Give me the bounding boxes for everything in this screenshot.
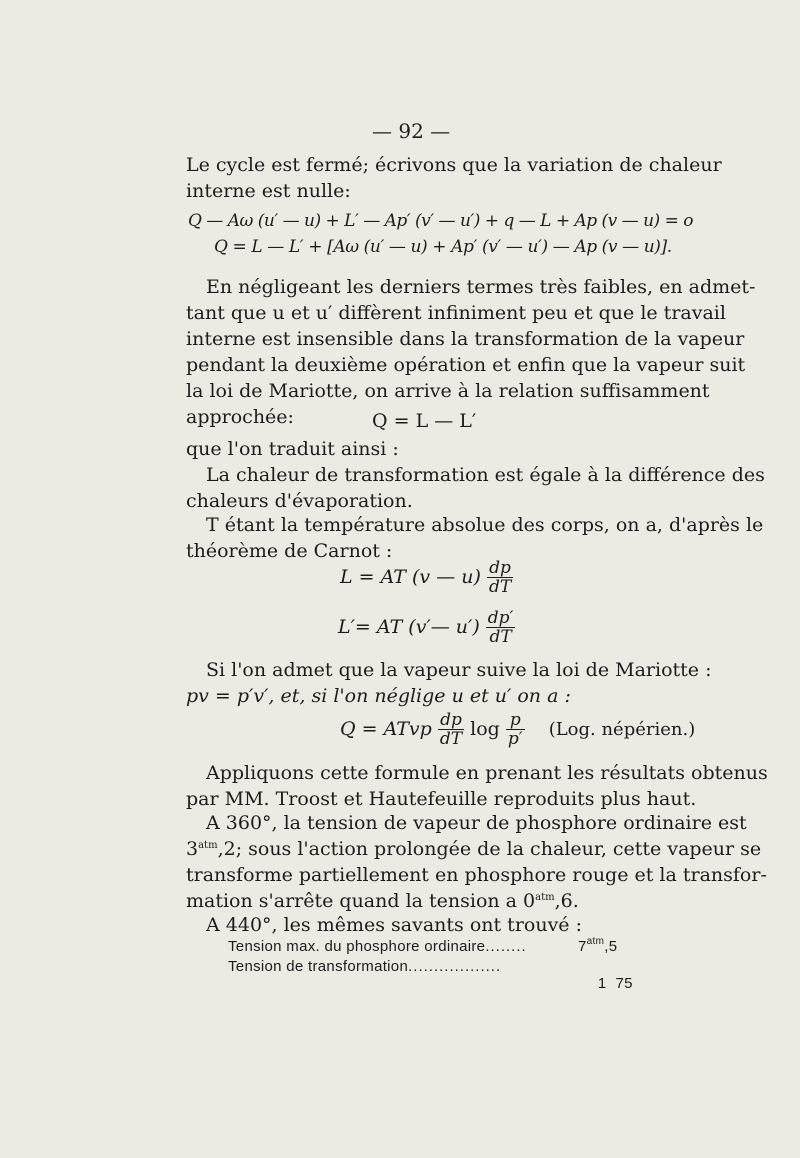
tension-unit-a: atm (198, 840, 218, 851)
table-value-unit: atm (586, 936, 605, 947)
paragraph-9: A 440°, les mêmes savants ont trouvé : (206, 914, 582, 936)
paragraph-7-line-2: par MM. Troost et Hautefeuille reproduits plus haut. (186, 788, 697, 810)
equation-6-log: log (470, 718, 500, 740)
paragraph-5-line-2: théorème de Carnot : (186, 540, 393, 562)
equation-6-numerator-2: p (509, 710, 521, 730)
paragraph-5-line-1: T étant la température absolue des corps, on a, d'après le (206, 514, 764, 536)
paragraph-2-line-6: approchée: (186, 406, 294, 428)
table-row-label: Tension de transformation (228, 958, 409, 975)
tension-value-a: 3 (186, 838, 199, 860)
tension-value-b: ,6. (554, 890, 579, 912)
table-row-leader: ........ (485, 938, 527, 955)
equation-5-numerator: dp′ (487, 608, 514, 628)
paragraph-3: que l'on traduit ainsi : (186, 438, 399, 460)
equation-6-lhs: Q = ATvp (340, 718, 432, 740)
paragraph-8-line-3: transforme partiellement en phosphore rouge et la transfor- (186, 864, 767, 886)
table-row (228, 938, 527, 955)
paragraph-1-line-1: Le cycle est fermé; écrivons que la variation de chaleur (186, 154, 722, 176)
equation-2: Q = L — L′ + [Aω (u′ — u) + Ap′ (v′ — u′) — Ap (v — u)]. (214, 237, 672, 257)
equation-4-lhs: L = AT (v — u) (340, 566, 481, 588)
equation-4-denominator: dT (488, 577, 512, 597)
paragraph-2-line-1: En négligeant les derniers termes très faibles, en admet- (206, 276, 756, 298)
equation-4 (340, 560, 513, 596)
table-row (228, 958, 501, 975)
paragraph-2-line-3: interne est insensible dans la transformation de la vapeur (186, 328, 745, 350)
paragraph-1-line-2: interne est nulle: (186, 180, 351, 202)
equation-5-lhs: L′= AT (v′— u′) (338, 616, 480, 638)
equation-6-numerator-1: dp (440, 710, 462, 730)
table-row-leader: .................. (408, 958, 502, 975)
table-value-dec: 75 (606, 975, 633, 992)
paragraph-2-line-5: la loi de Mariotte, on arrive à la relation suffisamment (186, 380, 710, 402)
paragraph-8-line-1: A 360°, la tension de vapeur de phosphore ordinaire est (206, 812, 747, 834)
equation-3: Q = L — L′ (372, 410, 477, 432)
equation-5-denominator: dT (486, 627, 516, 646)
page-number: — 92 — (372, 119, 451, 143)
equation-4-fraction (487, 560, 513, 596)
equation-6-fraction-1 (438, 712, 464, 748)
equation-6-note: (Log. népérien.) (548, 719, 696, 740)
equation-5 (338, 610, 515, 646)
table-value-dec: ,5 (604, 938, 618, 955)
paragraph-8-line-2 (186, 838, 762, 860)
paragraph-8-line-2-rest: ,2; sous l'action prolongée de la chaleur, cette vapeur se (217, 838, 762, 860)
equation-5-fraction (486, 610, 516, 646)
table-row-value (580, 958, 633, 1009)
table-value-int: 1 (597, 975, 607, 992)
equation-4-numerator: dp (489, 558, 511, 578)
paragraph-6-line-1: Si l'on admet que la vapeur suive la loi de Mariotte : (206, 659, 712, 681)
paragraph-2-line-2: tant que u et u′ diffèrent infiniment peu et que le travail (186, 302, 726, 324)
paragraph-8-line-4 (186, 890, 579, 912)
paragraph-7-line-1: Appliquons cette formule en prenant les résultats obtenus (206, 762, 768, 784)
equation-6-fraction-2 (506, 712, 525, 748)
paragraph-6-line-2: pv = p′v′, et, si l'on néglige u et u′ on a : (186, 685, 571, 707)
paragraph-2-line-4: pendant la deuxième opération et enfin que la vapeur suit (186, 354, 746, 376)
paragraph-4-line-2: chaleurs d'évaporation. (186, 490, 413, 512)
table-row-label: Tension max. du phosphore ordinaire (228, 938, 486, 955)
table-value-int: 7 (578, 938, 587, 955)
tension-unit-b: atm (535, 892, 555, 903)
equation-6-denominator-1: dT (439, 729, 463, 749)
equation-6 (340, 712, 695, 748)
equation-6-denominator-2: p′ (507, 729, 523, 749)
equation-1: Q — Aω (u′ — u) + L′ — Ap′ (v′ — u′) + q — L + Ap (v — u) = o (188, 211, 693, 231)
paragraph-8-line-4-text: mation s'arrête quand la tension a 0 (186, 890, 536, 912)
table-row-value (578, 938, 617, 955)
paragraph-4-line-1: La chaleur de transformation est égale à la différence des (206, 464, 765, 486)
